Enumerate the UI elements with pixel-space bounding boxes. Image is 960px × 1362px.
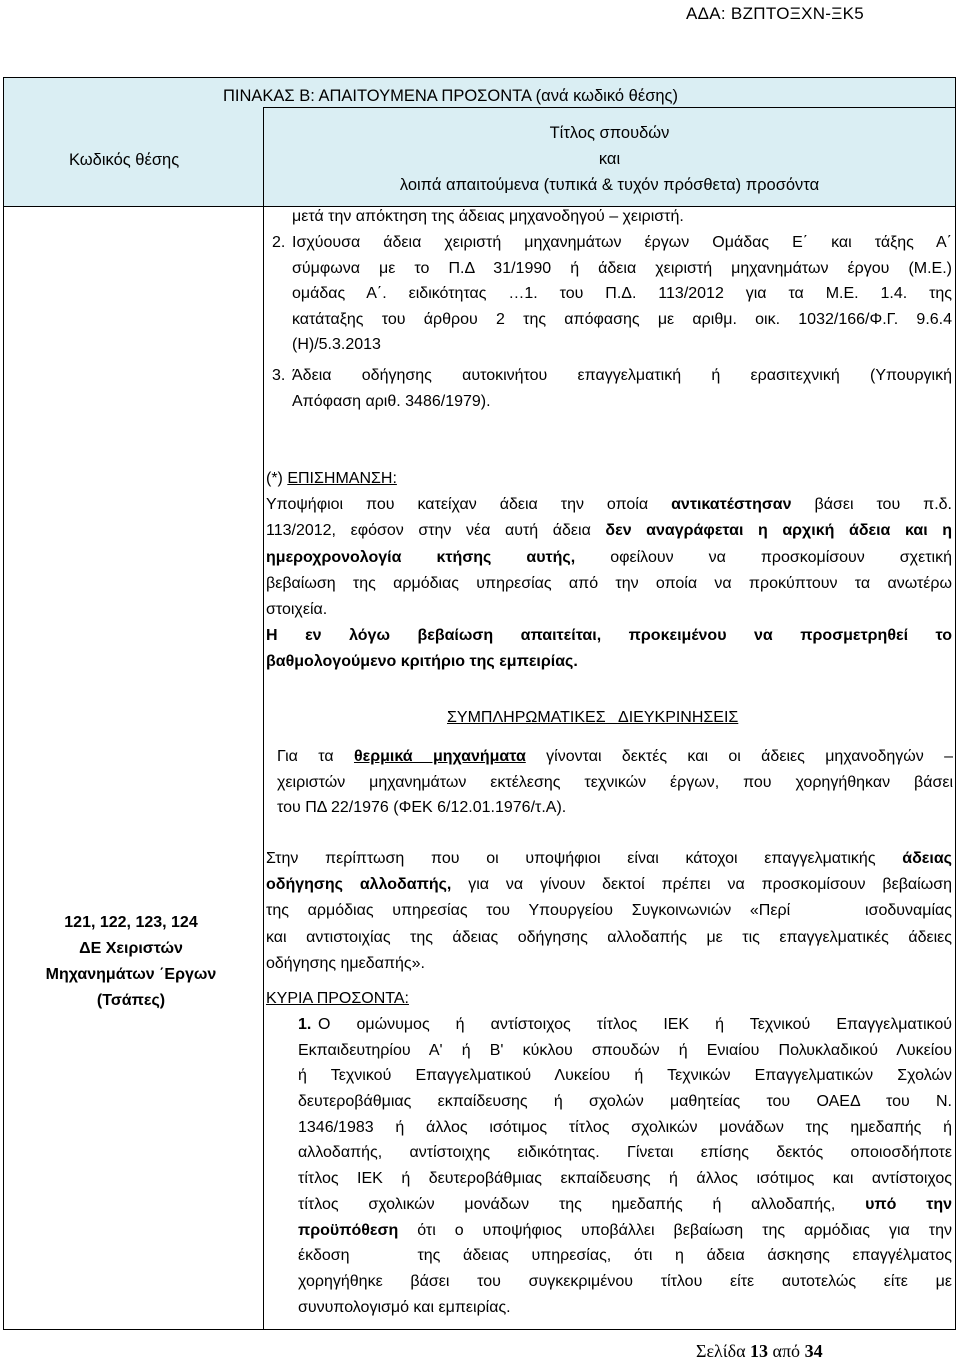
- note-heading-line: [266, 466, 952, 492]
- note-text: οφείλουν να προσκομίσουν σχετική: [575, 548, 952, 566]
- supplementary-line: [266, 872, 952, 898]
- item-2-line: (Η)/5.3.2013: [292, 336, 381, 354]
- supplementary-line: του ΠΔ 22/1976 (ΦΕΚ 6/12.01.1976/τ.Α).: [277, 799, 567, 817]
- position-codes-line: Μηχανημάτων ΄Εργων: [45, 966, 217, 983]
- qualification-line: Ο ομώνυμος ή αντίστοιχος τίτλος ΙΕΚ ή Τεχνικού Επαγγελματικού: [318, 1016, 952, 1033]
- note-bold: δεν αναγράφεται η αρχική άδεια και η: [605, 522, 952, 540]
- qualification-line: συνυπολογισμό και εμπειρίας.: [298, 1298, 511, 1316]
- supplementary-paragraph-1: [277, 744, 953, 821]
- column-title-header-line1: Τίτλος σπουδών: [549, 124, 670, 142]
- qualification-text: τίτλος σχολικών μονάδων της ημεδαπής ή αλλοδαπής,: [298, 1195, 866, 1213]
- item-2-line: σύμφωνα με το Π.Δ 31/1990 ή άδεια χειριστή μηχανημάτων έργου (Μ.Ε.): [292, 259, 952, 277]
- note-heading: ΕΠΙΣΗΜΑΝΣΗ:: [287, 470, 397, 487]
- note-text: 113/2012, εφόσον στην νέα αυτή άδεια: [266, 522, 606, 540]
- supplementary-line: [266, 846, 952, 872]
- body-column-divider: [263, 206, 264, 1330]
- qualification-line: δευτεροβάθμιας εκπαίδευσης ή σχολών μαθητείας του ΟΑΕΔ του Ν.: [298, 1093, 952, 1111]
- item-2-line: ομάδας Α΄. ειδικότητας …1. του Π.Δ. 113/2012 για τα Μ.Ε. 1.4. της: [292, 285, 952, 303]
- qualification-line: έκδοση της άδειας υπηρεσίας, ότι η άδεια άσκησης επαγγέλματος: [298, 1247, 952, 1265]
- supplementary-text: γίνονται δεκτές και οι άδειες μηχανοδηγών –: [525, 748, 953, 765]
- item-3-line: Απόφαση αριθ. 3486/1979).: [292, 392, 491, 410]
- note-bold: ημεροχρονολογία κτήσης αυτής,: [266, 548, 576, 566]
- supplementary-bold: οδήγησης αλλοδαπής,: [266, 876, 452, 894]
- main-qualifications-heading: ΚΥΡΙΑ ΠΡΟΣΟΝΤΑ:: [266, 990, 409, 1007]
- note-line: στοιχεία.: [266, 600, 328, 618]
- table-title: ΠΙΝΑΚΑΣ Β: ΑΠΑΙΤΟΥΜΕΝΑ ΠΡΟΣΟΝΤΑ (ανά κωδικό θέσης): [223, 87, 678, 105]
- item-3-text: [292, 363, 952, 414]
- supplementary-line: οδήγησης ημεδαπής».: [266, 954, 425, 972]
- main-qualifications-text: [298, 1012, 952, 1320]
- header-column-divider: [263, 108, 264, 206]
- item-2-text: [292, 230, 952, 358]
- supplementary-bold: άδειας: [902, 850, 952, 867]
- ada-code: ΑΔΑ: ΒΖΠΤΟΞΧΝ-ΞΚ5: [685, 4, 864, 23]
- note-bold: αντικατέστησαν: [671, 496, 792, 514]
- continuation-line: μετά την απόκτηση της άδειας μηχανοδηγού – χειριστή.: [292, 208, 684, 225]
- supplementary-bold: θερμικά μηχανήματα: [353, 748, 526, 765]
- supplementary-line: [277, 744, 953, 770]
- note-line: [266, 518, 952, 544]
- note-line: βεβαίωση της αρμόδιας υπηρεσίας από την οποία να προκύπτουν τα ανωτέρω: [266, 574, 952, 592]
- footer-prefix: Σελίδα: [696, 1341, 751, 1361]
- qualification-line: Εκπαιδευτηρίου Α' ή Β' κύκλου σπουδών ή Ενιαίου Πολυκλαδικού Λυκείου: [298, 1041, 952, 1059]
- column-title-header-line2: και: [598, 150, 621, 168]
- item-2-line: Ισχύουσα άδεια χειριστή μηχανημάτων έργων Ομάδας Ε΄ και τάξης Α΄: [292, 234, 952, 251]
- qualification-line: τίτλος ΙΕΚ ή δευτεροβάθμιας εκπαίδευσης ή άλλος ισότιμος και αντίστοιχος: [298, 1170, 952, 1188]
- supplementary-heading: ΣΥΜΠΛΗΡΩΜΑΤΙΚΕΣ ΔΙΕΥΚΡΙΝΗΣΕΙΣ: [447, 709, 739, 726]
- supplementary-paragraph-2: [266, 846, 952, 977]
- item-3-line: Άδεια οδήγησης αυτοκινήτου επαγγελματική ή ερασιτεχνική (Υπουργική: [292, 367, 952, 384]
- note-prefix: (*): [266, 470, 288, 487]
- supplementary-text: Για τα: [277, 748, 354, 765]
- item-3-number: 3.: [272, 367, 286, 384]
- note-emphasis-line: Η εν λόγω βεβαίωση απαιτείται, προκειμένου να προσμετρηθεί το: [266, 627, 952, 645]
- qualification-line: [298, 1192, 952, 1218]
- main-qualification-number: 1.: [298, 1016, 312, 1033]
- qualification-bold: υπό την: [865, 1195, 952, 1213]
- note-line: [266, 492, 952, 518]
- qualification-line: ή Τεχνικού Επαγγελματικού Λυκείου ή Τεχνικών Επαγγελματικών Σχολών: [298, 1067, 952, 1085]
- supplementary-text: Στην περίπτωση που οι υποψήφιοι είναι κάτοχοι επαγγελματικής: [266, 850, 903, 867]
- supplementary-line: χειριστών μηχανημάτων εκτέλεσης τεχνικών έργων, που χορηγήθηκαν βάσει: [277, 773, 953, 791]
- qualification-text: ότι ο υποψήφιος υποβάλλει βεβαίωση της αρμόδιας για την: [398, 1221, 952, 1239]
- table-header: [4, 78, 955, 207]
- qualification-line: χορηγήθηκε βάσει του συγκεκριμένου τίτλου είτε αυτοτελώς είτε με: [298, 1272, 952, 1290]
- footer-mid: από: [768, 1341, 805, 1361]
- position-codes: [3, 910, 259, 1014]
- qualification-line: 1346/1983 ή άλλος ισότιμος τίτλος σχολικών μονάδων της ημεδαπής ή: [298, 1118, 952, 1136]
- supplementary-text: για να γίνουν δεκτοί πρέπει να προσκομίσουν βεβαίωση: [451, 876, 952, 894]
- note-text: Υποψήφιοι που κατείχαν άδεια την οποία: [266, 496, 672, 514]
- position-codes-line: ΔΕ Χειριστών: [79, 940, 183, 957]
- page-footer: [696, 1341, 823, 1362]
- qualification-line: [298, 1218, 952, 1244]
- note-emphasis-line: βαθμολογούμενο κριτήριο της εμπειρίας.: [266, 653, 578, 671]
- note-line: [266, 545, 952, 571]
- column-code-header: Κωδικός θέσης: [69, 151, 180, 169]
- note-text: βάσει του π.δ.: [791, 496, 953, 514]
- item-2-number: 2.: [272, 234, 286, 251]
- qualification-bold: προϋπόθεση: [298, 1221, 399, 1239]
- page-number: 13: [750, 1341, 769, 1361]
- column-title-header-line3: λοιπά απαιτούμενα (τυπικά & τυχόν πρόσθετα) προσόντα: [399, 176, 820, 194]
- supplementary-line: της αρμόδιας υπηρεσίας του Υπουργείου Συγκοινωνιών «Περί ισοδυναμίας: [266, 902, 952, 920]
- qualification-line: αλλοδαπής, αντίστοιχης ειδικότητας. Γίνεται επίσης δεκτός οποιοσδήποτε: [298, 1144, 952, 1162]
- page-total: 34: [804, 1341, 823, 1361]
- header-divider: [263, 107, 955, 108]
- note-block: [266, 466, 952, 676]
- item-2-line: κατάταξης του άρθρου 2 της απόφασης με αριθμ. οικ. 1032/166/Φ.Γ. 9.6.4: [292, 310, 952, 328]
- position-codes-line: 121, 122, 123, 124: [64, 914, 198, 931]
- supplementary-line: και αντιστοιχίας της άδειας οδήγησης αλλοδαπής με τις επαγγελματικές άδειες: [266, 928, 952, 946]
- position-codes-line: (Τσάπες): [96, 992, 166, 1009]
